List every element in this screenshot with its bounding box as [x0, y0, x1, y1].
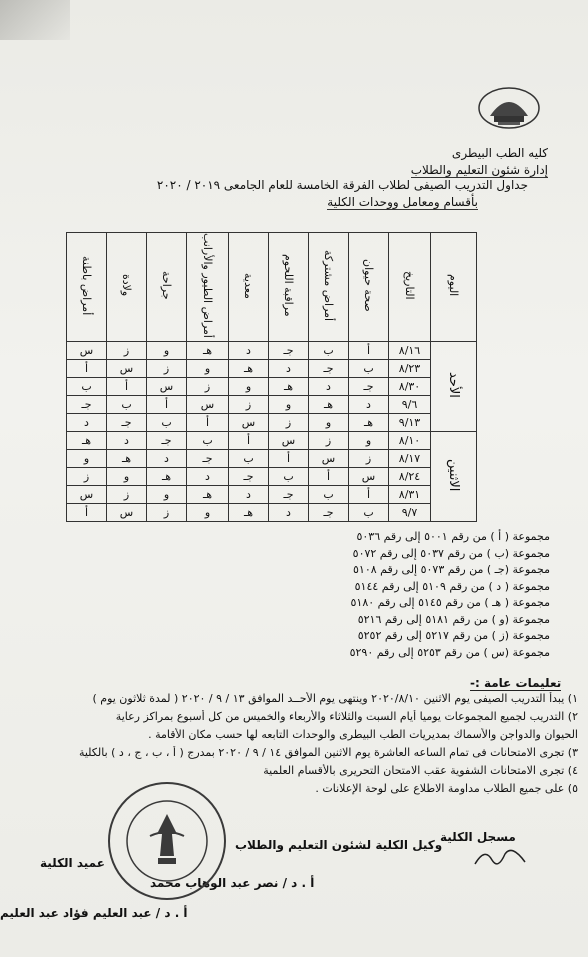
table-row: [67, 359, 477, 377]
group-range-item: مجموعة (جـ ) من رقم ٥٠٧٣ إلى رقم ٥١٠٨: [353, 563, 550, 576]
group-cell: أ: [229, 431, 269, 449]
column-header-label: اليوم: [447, 274, 460, 297]
group-cell: س: [147, 377, 187, 395]
group-range-item: مجموعة ( د ) من رقم ٥١٠٩ إلى رقم ٥١٤٤: [354, 579, 550, 593]
dean-name: أ . د / عبد العليم فؤاد عبد العليم: [0, 906, 188, 920]
column-header: [269, 233, 309, 342]
group-cell: س: [187, 395, 229, 413]
table-row: [67, 431, 477, 449]
group-cell: س: [67, 341, 107, 359]
instructions-title: تعليمات عامة :-: [470, 676, 562, 690]
date-cell: ٨/٢٣: [389, 359, 431, 377]
group-cell: أ: [187, 413, 229, 431]
group-cell: د: [229, 341, 269, 359]
university-logo-icon: [476, 86, 542, 132]
column-header-label: جراحة: [160, 271, 173, 300]
group-cell: و: [147, 485, 187, 503]
column-header-label: ولادة: [120, 274, 133, 297]
group-cell: س: [229, 413, 269, 431]
group-cell: أ: [349, 485, 389, 503]
column-header: [349, 233, 389, 342]
table-row: [67, 467, 477, 485]
group-cell: هـ: [229, 359, 269, 377]
column-header-label: التاريخ: [403, 271, 416, 300]
column-header: [147, 233, 187, 342]
column-header: [229, 233, 269, 342]
group-range-item: مجموعة (ز ) من رقم ٥٢١٧ إلى رقم ٥٢٥٢: [357, 629, 550, 642]
table-row: [67, 377, 477, 395]
table-row: [67, 395, 477, 413]
group-cell: ز: [147, 503, 187, 521]
group-cell: أ: [147, 395, 187, 413]
group-cell: و: [67, 449, 107, 467]
group-cell: ز: [229, 395, 269, 413]
table-row: [67, 503, 477, 521]
group-cell: هـ: [187, 341, 229, 359]
column-header: [309, 233, 349, 342]
day-cell: [431, 431, 477, 521]
group-cell: ز: [147, 359, 187, 377]
instruction-item: ١) يبدأ التدريب الصيفى يوم الاثنين ٢٠٢٠/٨/١٠ وينتهى يوم الأحــد الموافق ١٣ / ٩ / ٢٠٢٠ ( لمدة ثلاثون يوم ): [92, 692, 578, 705]
registrar-title: مسجل الكلية: [440, 830, 516, 844]
date-cell: ٨/٢٤: [389, 467, 431, 485]
column-header: [431, 233, 477, 342]
registrar-signature-icon: [470, 842, 530, 872]
group-cell: س: [107, 503, 147, 521]
training-schedule-table: [66, 232, 477, 522]
table-row: [67, 413, 477, 431]
group-cell: ب: [269, 467, 309, 485]
day-label: الاثنين: [446, 458, 461, 492]
group-cell: أ: [269, 449, 309, 467]
group-cell: ز: [187, 377, 229, 395]
group-cell: س: [349, 467, 389, 485]
group-cell: و: [229, 377, 269, 395]
group-cell: س: [309, 449, 349, 467]
column-header: [67, 233, 107, 342]
group-cell: ب: [147, 413, 187, 431]
column-header-label: أمراض الطيور والأرانب: [201, 233, 214, 338]
department-name: إدارة شئون التعليم والطلاب: [410, 163, 548, 177]
group-cell: جـ: [107, 413, 147, 431]
group-cell: د: [67, 413, 107, 431]
group-range-item: مجموعة ( هـ ) من رقم ٥١٤٥ إلى رقم ٥١٨٠: [350, 596, 550, 609]
date-cell: ٨/٣٠: [389, 377, 431, 395]
group-cell: س: [269, 431, 309, 449]
group-cell: هـ: [229, 503, 269, 521]
table-row: [67, 449, 477, 467]
group-cell: جـ: [269, 485, 309, 503]
group-cell: و: [349, 431, 389, 449]
group-cell: ز: [269, 413, 309, 431]
group-cell: د: [147, 449, 187, 467]
schedule-subtitle: بأقسام ومعامل ووحدات الكلية: [327, 195, 478, 209]
instruction-item: ٤) تجرى الامتحانات الشفوية عقب الامتحان التحريرى بالأقسام العلمية: [263, 764, 578, 777]
group-cell: س: [67, 485, 107, 503]
group-cell: ز: [67, 467, 107, 485]
column-header-label: صحة حيوان: [362, 259, 375, 312]
group-cell: ز: [107, 341, 147, 359]
groups-list: [330, 530, 550, 662]
date-cell: ٩/١٣: [389, 413, 431, 431]
instruction-item: الحيوان والدواجن والأسماك بمديريات الطب البيطرى والوحدات التابعه لها حسب مكان الأقامة .: [148, 728, 578, 741]
group-cell: س: [107, 359, 147, 377]
group-cell: هـ: [349, 413, 389, 431]
date-cell: ٨/١٦: [389, 341, 431, 359]
group-cell: جـ: [229, 467, 269, 485]
group-cell: ب: [309, 341, 349, 359]
group-cell: و: [107, 467, 147, 485]
group-cell: أ: [67, 359, 107, 377]
faculty-name: كليه الطب البيطرى: [451, 146, 548, 160]
group-cell: جـ: [67, 395, 107, 413]
date-cell: ٨/٣١: [389, 485, 431, 503]
instruction-item: ٥) على جميع الطلاب مداومة الاطلاع على لوحة الإعلانات .: [315, 782, 578, 795]
date-cell: ٩/٧: [389, 503, 431, 521]
group-cell: د: [309, 377, 349, 395]
group-cell: أ: [349, 341, 389, 359]
column-header: [107, 233, 147, 342]
group-cell: ب: [107, 395, 147, 413]
group-cell: ب: [67, 377, 107, 395]
group-cell: و: [187, 503, 229, 521]
group-cell: ب: [187, 431, 229, 449]
faculty-seal-icon: [102, 776, 232, 906]
group-range-item: مجموعة (ب ) من رقم ٥٠٣٧ إلى رقم ٥٠٧٢: [352, 546, 550, 560]
group-cell: د: [187, 467, 229, 485]
vice-dean-title: وكيل الكلية لشئون التعليم والطلاب: [235, 838, 443, 852]
column-header: [187, 233, 229, 342]
group-cell: جـ: [309, 359, 349, 377]
group-cell: هـ: [269, 377, 309, 395]
column-header-label: أمراض باطنة: [80, 255, 93, 316]
instruction-item: ٢) التدريب لجميع المجموعات يوميا أيام السبت والثلاثاء والأربعاء والخميس من كل أسبوع بمراكز رعاية: [115, 710, 578, 723]
group-cell: جـ: [147, 431, 187, 449]
group-cell: هـ: [67, 431, 107, 449]
date-cell: ٨/١٠: [389, 431, 431, 449]
group-cell: هـ: [309, 395, 349, 413]
column-header-label: معدية: [242, 272, 255, 299]
group-cell: هـ: [187, 485, 229, 503]
group-cell: جـ: [269, 341, 309, 359]
group-cell: ب: [349, 359, 389, 377]
column-header-label: أمراض مشتركة: [322, 249, 335, 322]
instruction-item: ٣) تجرى الامتحانات فى تمام الساعه العاشرة يوم الاثنين الموافق ١٤ / ٩ / ٢٠٢٠ بمدرج ( أ ، ب ، ج ، د ) بالكلية: [78, 746, 578, 759]
group-cell: جـ: [349, 377, 389, 395]
group-cell: د: [107, 431, 147, 449]
folded-corner: [0, 0, 70, 40]
group-cell: أ: [107, 377, 147, 395]
group-cell: ز: [107, 485, 147, 503]
group-cell: ب: [229, 449, 269, 467]
group-cell: د: [269, 359, 309, 377]
group-cell: جـ: [309, 503, 349, 521]
group-cell: د: [349, 395, 389, 413]
group-cell: هـ: [107, 449, 147, 467]
group-cell: ب: [349, 503, 389, 521]
group-range-item: مجموعة (س ) من رقم ٥٢٥٣ إلى رقم ٥٢٩٠: [349, 645, 550, 659]
vice-dean-name: أ . د / نصر عبد الوهاب محمد: [150, 876, 315, 890]
table-header-row: [67, 233, 477, 342]
group-cell: و: [187, 359, 229, 377]
group-cell: و: [269, 395, 309, 413]
column-header-label: مراقبة اللحوم: [282, 254, 295, 317]
group-range-item: مجموعة (و ) من رقم ٥١٨١ إلى رقم ٥٢١٦: [357, 612, 550, 626]
date-cell: ٩/٦: [389, 395, 431, 413]
group-cell: د: [269, 503, 309, 521]
group-cell: و: [309, 413, 349, 431]
schedule-title: جداول التدريب الصيفى لطلاب الفرقة الخامسة للعام الجامعى ٢٠١٩ / ٢٠٢٠: [156, 178, 528, 192]
day-label: الأحد: [446, 372, 461, 398]
table-row: [67, 341, 477, 359]
date-cell: ٨/١٧: [389, 449, 431, 467]
group-cell: أ: [67, 503, 107, 521]
group-range-item: مجموعة ( أ ) من رقم ٥٠٠١ إلى رقم ٥٠٣٦: [356, 530, 550, 543]
group-cell: د: [229, 485, 269, 503]
column-header: [389, 233, 431, 342]
group-cell: أ: [309, 467, 349, 485]
group-cell: جـ: [187, 449, 229, 467]
group-cell: و: [147, 341, 187, 359]
group-cell: ز: [309, 431, 349, 449]
table-row: [67, 485, 477, 503]
group-cell: ب: [309, 485, 349, 503]
group-cell: ز: [349, 449, 389, 467]
day-cell: [431, 341, 477, 431]
group-cell: هـ: [147, 467, 187, 485]
dean-title: عميد الكلية: [40, 856, 105, 870]
